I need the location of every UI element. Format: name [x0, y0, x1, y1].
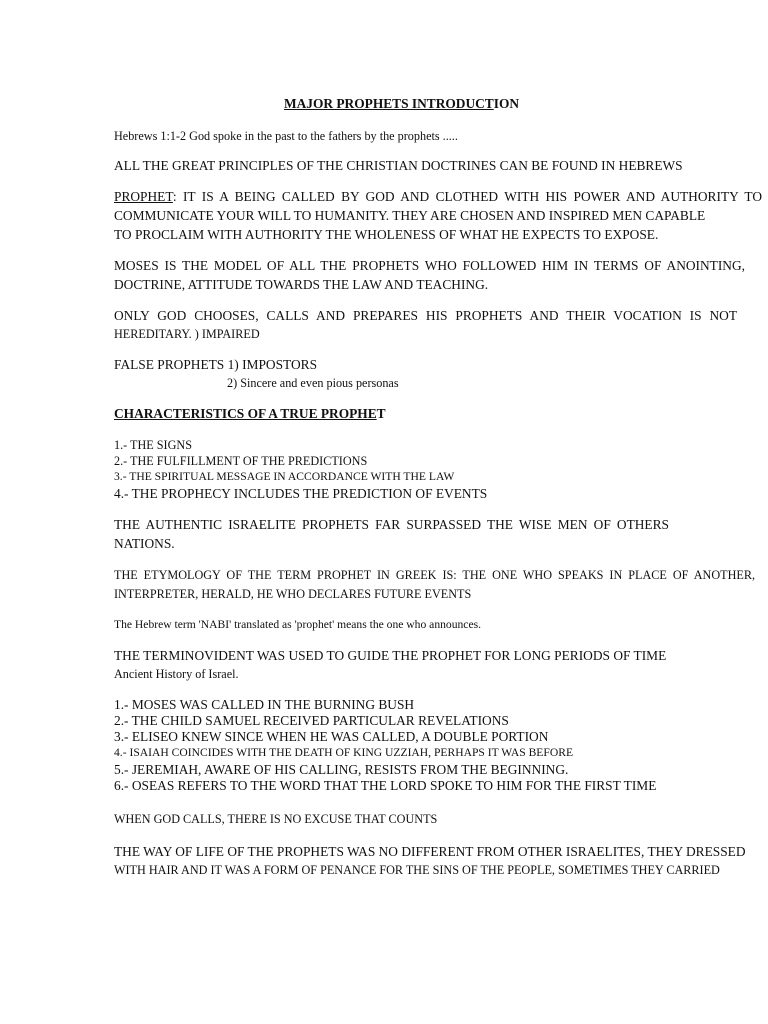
- way-of-life-line-1: THE WAY OF LIFE OF THE PROPHETS WAS NO DIFFERENT FROM OTHER ISRAELITES, THEY DRESSED: [114, 844, 746, 859]
- authentic-line-1: THE AUTHENTIC ISRAELITE PROPHETS FAR SURPASSED THE WISE MEN OF OTHERS: [114, 517, 669, 532]
- characteristics-heading-underlined: CHARACTERISTICS OF A TRUE PROPHE: [114, 406, 377, 421]
- characteristics-heading-rest: T: [376, 406, 386, 421]
- prophet-term: PROPHET: [114, 189, 173, 204]
- hebrews-reference: Hebrews 1:1-2 God spoke in the past to the fathers by the prophets .....: [114, 129, 458, 143]
- prophet-definition-text-1: : IT IS A BEING CALLED BY GOD AND CLOTHED WITH HIS POWER AND AUTHORITY TO: [172, 189, 762, 204]
- false-prophets-line-1: FALSE PROPHETS 1) IMPOSTORS: [114, 357, 318, 372]
- principles-line: ALL THE GREAT PRINCIPLES OF THE CHRISTIAN DOCTRINES CAN BE FOUND IN HEBREWS: [114, 158, 683, 173]
- calling-item-2: 2.- THE CHILD SAMUEL RECEIVED PARTICULAR REVELATIONS: [114, 713, 509, 728]
- terminovident-line-2: Ancient History of Israel.: [114, 667, 239, 681]
- characteristic-item-1: 1.- THE SIGNS: [114, 438, 192, 452]
- authentic-line-2: NATIONS.: [114, 536, 175, 551]
- calling-item-3: 3.- ELISEO KNEW SINCE WHEN HE WAS CALLED, A DOUBLE PORTION: [114, 729, 549, 744]
- characteristics-heading: [114, 406, 386, 422]
- no-excuse-line: WHEN GOD CALLS, THERE IS NO EXCUSE THAT COUNTS: [114, 812, 438, 826]
- page-title: [0, 96, 768, 112]
- etymology-line-1: THE ETYMOLOGY OF THE TERM PROPHET IN GREEK IS: THE ONE WHO SPEAKS IN PLACE OF ANOTHER,: [114, 568, 755, 582]
- terminovident-line-1: THE TERMINOVIDENT WAS USED TO GUIDE THE PROPHET FOR LONG PERIODS OF TIME: [114, 648, 667, 663]
- characteristic-item-2: 2.- THE FULFILLMENT OF THE PREDICTIONS: [114, 454, 368, 468]
- way-of-life-line-2: WITH HAIR AND IT WAS A FORM OF PENANCE FOR THE SINS OF THE PEOPLE, SOMETIMES THEY CARRIED: [114, 863, 720, 877]
- only-god-line-1: ONLY GOD CHOOSES, CALLS AND PREPARES HIS PROPHETS AND THEIR VOCATION IS NOT: [114, 308, 737, 323]
- moses-line-2: DOCTRINE, ATTITUDE TOWARDS THE LAW AND TEACHING.: [114, 277, 489, 292]
- calling-item-6: 6.- OSEAS REFERS TO THE WORD THAT THE LORD SPOKE TO HIM FOR THE FIRST TIME: [114, 778, 657, 793]
- prophet-definition-line-1: [114, 189, 762, 205]
- only-god-line-2: HEREDITARY. ) IMPAIRED: [114, 327, 260, 341]
- characteristic-item-4: 4.- THE PROPHECY INCLUDES THE PREDICTION OF EVENTS: [114, 486, 488, 501]
- etymology-line-2: INTERPRETER, HERALD, HE WHO DECLARES FUTURE EVENTS: [114, 587, 472, 601]
- prophet-definition-line-3: TO PROCLAIM WITH AUTHORITY THE WHOLENESS OF WHAT HE EXPECTS TO EXPOSE.: [114, 227, 659, 242]
- calling-item-1: 1.- MOSES WAS CALLED IN THE BURNING BUSH: [114, 697, 415, 712]
- calling-item-4: 4.- ISAIAH COINCIDES WITH THE DEATH OF KING UZZIAH, PERHAPS IT WAS BEFORE: [114, 746, 574, 759]
- page-title-underlined: MAJOR PROPHETS INTRODUCT: [283, 96, 494, 111]
- moses-line-1: MOSES IS THE MODEL OF ALL THE PROPHETS WHO FOLLOWED HIM IN TERMS OF ANOINTING,: [114, 258, 745, 273]
- characteristic-item-3: 3.- THE SPIRITUAL MESSAGE IN ACCORDANCE WITH THE LAW: [114, 470, 455, 483]
- page-title-rest: ION: [493, 96, 520, 111]
- nabi-line: The Hebrew term 'NABI' translated as 'prophet' means the one who announces.: [114, 618, 482, 631]
- calling-item-5: 5.- JEREMIAH, AWARE OF HIS CALLING, RESISTS FROM THE BEGINNING.: [114, 762, 569, 777]
- prophet-definition-line-2: COMMUNICATE YOUR WILL TO HUMANITY. THEY ARE CHOSEN AND INSPIRED MEN CAPABLE: [114, 208, 706, 223]
- false-prophets-line-2: 2) Sincere and even pious personas: [227, 376, 399, 390]
